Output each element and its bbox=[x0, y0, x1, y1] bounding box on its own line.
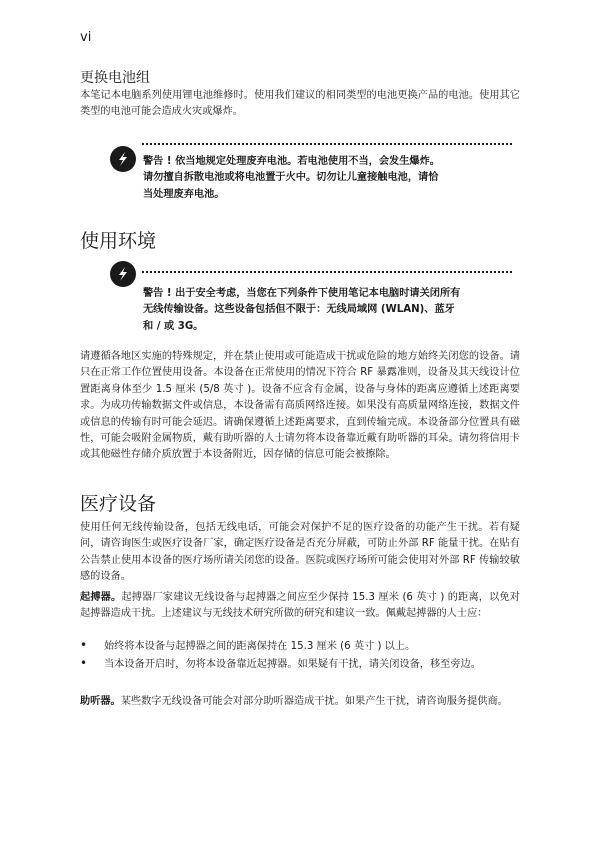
warning-lightning-icon bbox=[110, 146, 136, 172]
battery-warning bbox=[143, 154, 503, 203]
lightning-icon bbox=[115, 151, 131, 167]
list-item: 始终将本设备与起搏器之间的距离保持在 15.3 厘米 (6 英寸 ) 以上。 bbox=[104, 641, 416, 652]
pacemaker-text: 起搏器厂家建议无线设备与起搏器之间应至少保持 15.3 厘米 (6 英寸 ) 的距离，以免对起搏器造成干扰。上述建议与无线技术研究所做的研究和建议一致。佩戴起搏器的人士应： bbox=[80, 592, 520, 620]
bullet-icon: • bbox=[80, 638, 88, 652]
warning-line: 警告 ! 出于安全考虑，当您在下列条件下使用笔记本电脑时请关闭所有 bbox=[143, 288, 461, 299]
environment-warning bbox=[143, 286, 503, 335]
pacemaker-label: 起搏器。 bbox=[80, 592, 122, 603]
environment-heading: 使用环境 bbox=[80, 230, 157, 252]
warning-line: 当处理废弃电池。 bbox=[143, 188, 225, 200]
hearing-paragraph bbox=[80, 694, 520, 710]
medical-body: 使用任何无线传输设备，包括无线电话，可能会对保护不足的医疗设备的功能产生干扰。若有疑问，请咨询医生或医疗设备厂家，确定医疗设备是否充分屏蔽，可防止外部 RF 能量干扰。在贴有公告禁止使用本设备的医疗场所请关闭您的设备。医院或医疗场所可能会使用对外部 RF 传输较敏感的设备。 bbox=[80, 522, 520, 583]
bullet-icon: • bbox=[80, 656, 88, 670]
warning-line: 警告 ! 依当地规定处理废弃电池。若电池使用不当，会发生爆炸。 bbox=[143, 156, 440, 167]
warning-lightning-icon bbox=[110, 261, 136, 287]
lightning-icon bbox=[115, 266, 131, 282]
warning-line: 无线传输设备。这些设备包括但不限于：无线局域网 (WLAN)、蓝牙 bbox=[143, 304, 455, 316]
warning-line: 请勿擅自拆散电池或将电池置于火中。切勿让儿童接触电池，请恰 bbox=[143, 172, 439, 184]
battery-body: 本笔记本电脑系列使用锂电池维修时。使用我们建议的相同类型的电池更换产品的电池。使用其它类型的电池可能会造成火灾或爆炸。 bbox=[80, 90, 520, 118]
battery-heading: 更换电池组 bbox=[80, 70, 150, 86]
warning-line: 和 / 或 3G。 bbox=[143, 320, 204, 332]
warning-divider bbox=[142, 143, 512, 145]
hearing-label: 助听器。 bbox=[80, 696, 121, 707]
hearing-text: 某些数字无线设备可能会对部分助听器造成干扰。如果产生干扰，请咨询服务提供商。 bbox=[120, 696, 508, 707]
medical-heading: 医疗设备 bbox=[80, 493, 157, 515]
page-number: vi bbox=[80, 30, 92, 45]
warning-divider bbox=[142, 271, 512, 273]
environment-body: 请遵循各地区实施的特殊规定，并在禁止使用或可能造成干扰或危险的地方始终关闭您的设备。请只在正常工作位置使用设备。本设备在正常使用的情况下符合 RF 暴露准则，设备及其天线设计位置距离身体至少 1.5 厘米 (5/8 英寸 )。设备不应含有金属，设备与身体的距离应遵循上述距离要求。为成功传输数据文件或信息，本设备需有高质网络连接。如果没有高质量网络连接，数据文件或信息的传输有时可能会延迟。请确保遵循上述距离要求，直到传输完成。本设备部分位置具有磁性，可能会吸附金属物质，戴有助听器的人士请勿将本设备靠近戴有助听器的耳朵。请勿将信用卡或其他磁性存储介质放置于本设备附近，因存储的信息可能会被擦除。 bbox=[80, 351, 520, 461]
list-item: 当本设备开启时，勿将本设备靠近起搏器。如果疑有干扰，请关闭设备，移至旁边。 bbox=[104, 659, 481, 670]
pacemaker-paragraph bbox=[80, 590, 520, 623]
